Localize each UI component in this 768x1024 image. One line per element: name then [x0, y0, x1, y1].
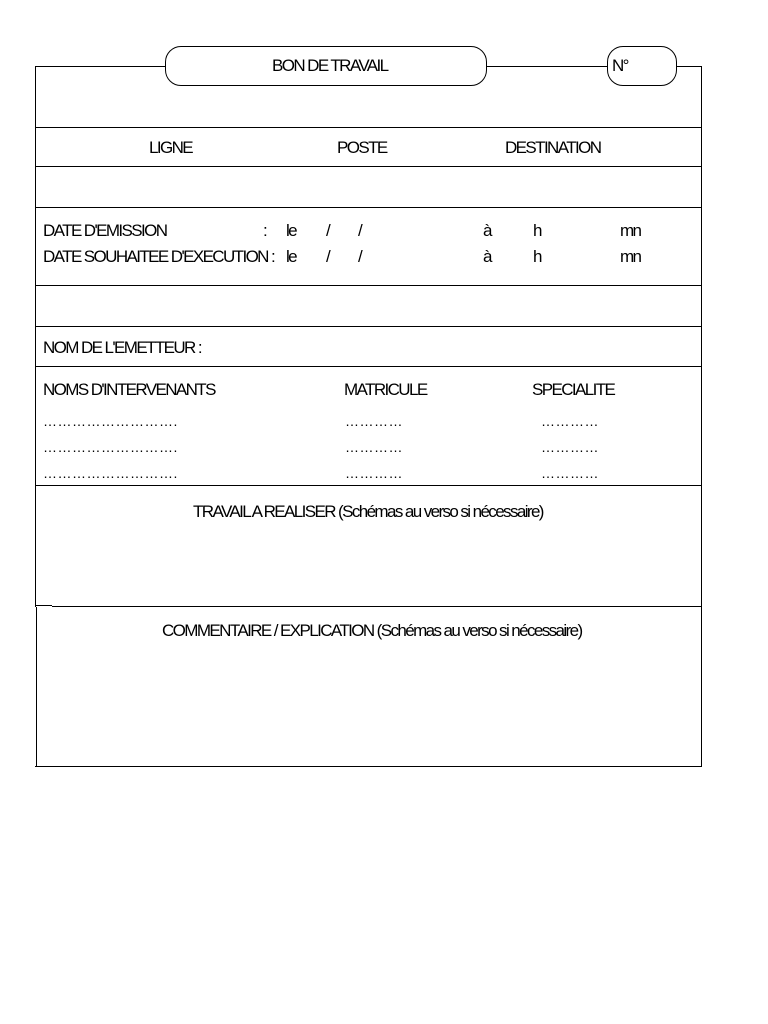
matricule-header: MATRICULE [344, 380, 427, 399]
emission-colon: : [263, 221, 267, 240]
intervenant-matricule-field-3[interactable]: ………… [345, 465, 403, 481]
execution-le: le [286, 247, 297, 266]
commentaire-field[interactable] [37, 648, 700, 764]
intervenant-matricule-field-1[interactable]: ………… [345, 413, 403, 429]
emission-slash-2: / [358, 221, 362, 240]
intervenant-specialite-field-1[interactable]: ………… [541, 413, 599, 429]
intervenant-specialite-field-2[interactable]: ………… [541, 439, 599, 455]
intervenant-name-field-2[interactable]: ………………………. [43, 439, 178, 455]
number-label: N° [612, 56, 628, 75]
travail-label: TRAVAIL A REALISER (Schémas au verso si nécessaire) [193, 502, 543, 521]
emission-date-label: DATE D'EMISSION [43, 221, 167, 240]
emission-mn: mn [620, 221, 641, 240]
destination-label: DESTINATION [505, 138, 601, 157]
ligne-poste-destination-field[interactable] [37, 168, 700, 206]
execution-mn: mn [620, 247, 641, 266]
intervenant-specialite-field-3[interactable]: ………… [541, 465, 599, 481]
emission-slash-1: / [326, 221, 330, 240]
ligne-label: LIGNE [149, 138, 193, 157]
travail-field[interactable] [37, 528, 700, 604]
noms-intervenants-header: NOMS D'INTERVENANTS [43, 380, 215, 399]
form-title: BON DE TRAVAIL [272, 56, 388, 75]
specialite-header: SPECIALITE [532, 380, 615, 399]
emission-a: à [483, 221, 491, 240]
execution-slash-2: / [358, 247, 362, 266]
intervenant-name-field-3[interactable]: ………………………. [43, 465, 178, 481]
execution-a: à [483, 247, 491, 266]
execution-slash-1: / [326, 247, 330, 266]
intervenant-matricule-field-2[interactable]: ………… [345, 439, 403, 455]
execution-h: h [533, 247, 541, 266]
blank-field[interactable] [37, 287, 700, 325]
execution-date-label: DATE SOUHAITEE D'EXECUTION : [43, 247, 275, 266]
emetteur-label: NOM DE L'EMETTEUR : [43, 338, 201, 357]
intervenant-name-field-1[interactable]: ………………………. [43, 413, 178, 429]
emission-le: le [286, 221, 297, 240]
emission-h: h [533, 221, 541, 240]
commentaire-label: COMMENTAIRE / EXPLICATION (Schémas au verso si nécessaire) [162, 621, 582, 640]
poste-label: POSTE [337, 138, 387, 157]
